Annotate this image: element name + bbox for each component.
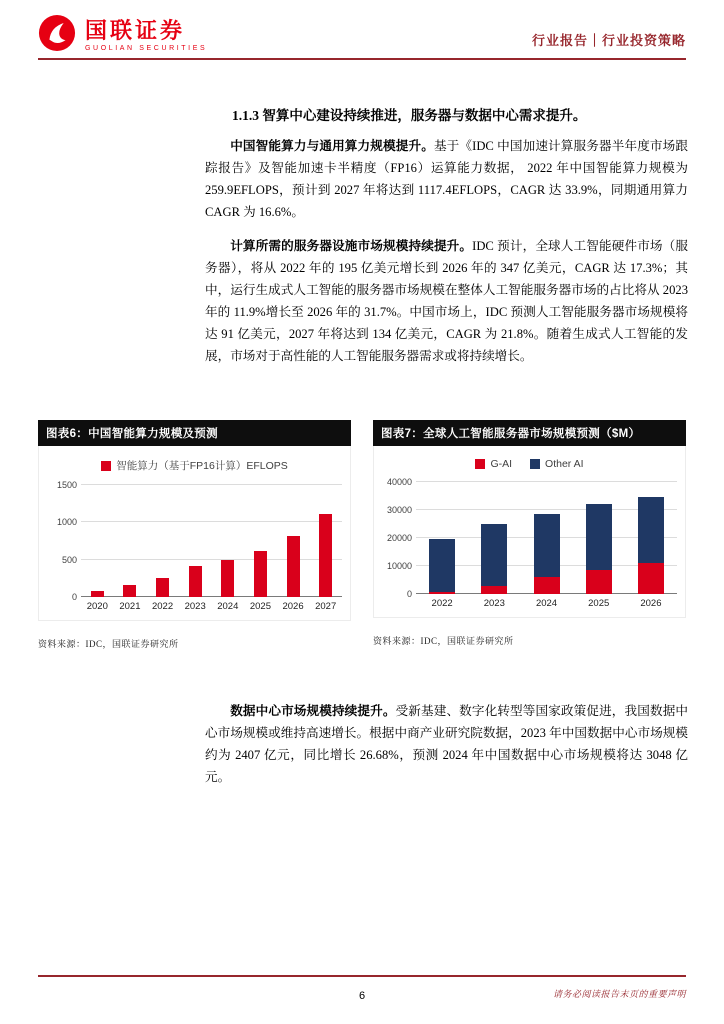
section-body-text <box>205 104 688 379</box>
paragraph-3-lead: 数据中心市场规模持续提升。 <box>230 704 396 718</box>
brand-name-en: GUOLIAN SECURITIES <box>85 45 208 53</box>
section-bottom-text <box>205 700 688 800</box>
page-header <box>38 14 686 58</box>
figure-6 <box>38 420 351 650</box>
paragraph-2-body: IDC 预计，全球人工智能硬件市场（服务器），将从 2022 年的 195 亿美元增长到 2026 年的 347 亿美元，CAGR 达 17.3%；其中，运行生成式人工智能的服务器市场规模在整体人工智能服务器市场的占比将从 2023 年的 11.9%增长至 2026 年的 31.7%。中国市场上，IDC 预测人工智能服务器市场规模将达 91 亿美元，2027 年将达到 134 亿美元，CAGR 为 21.8%。随着生成式人工智能的发展，市场对于高性能的人工智能服务器需求或将持续增长。 <box>205 238 688 364</box>
figure-6-bars <box>81 485 342 597</box>
bar-segment <box>481 586 507 594</box>
report-type-label: 行业报告｜行业投资策略 <box>531 33 686 48</box>
paragraph-2-lead: 计算所需的服务器设施市场规模持续提升。 <box>230 238 473 253</box>
bar-segment <box>638 563 664 594</box>
figure-7-plot <box>416 482 677 594</box>
bar-segment <box>429 539 455 592</box>
legend-swatch-icon <box>101 461 111 471</box>
paragraph-2 <box>205 235 688 368</box>
bar-segment <box>638 497 664 563</box>
y-axis-tick-label: 30000 <box>386 505 412 515</box>
figure-7-plot-row <box>382 477 677 599</box>
bar-segment <box>429 592 455 594</box>
bar-2025 <box>244 485 277 597</box>
bar-2026 <box>625 482 677 594</box>
figure-7-source: 资料来源：IDC，国联证券研究所 <box>373 636 514 646</box>
bar-segment <box>586 570 612 594</box>
figure-7-y-axis <box>382 477 416 599</box>
figure-7-x-axis <box>416 598 677 609</box>
paragraph-1-body: 基于《IDC 中国加速计算服务器半年度市场跟踪报告》及智能加速卡半精度（FP16）运算能力数据， 2022 年中国智能算力规模为 259.9EFLOPS，预计到 2027 年将达到 1117.4EFLOPS，CAGR 达 33.9%，同期通用算力 CAGR 为 16.6%。 <box>205 139 688 220</box>
bar-2027 <box>309 485 342 597</box>
bar-segment <box>287 536 300 597</box>
legend-item <box>101 458 288 473</box>
bar-segment <box>534 577 560 594</box>
x-axis-tick-label: 2026 <box>640 598 662 609</box>
y-axis-tick-label: 10000 <box>386 561 412 571</box>
figure-6-y-axis <box>47 480 81 602</box>
figure-6-plot-row <box>47 480 342 602</box>
x-axis-tick-label: 2025 <box>588 598 610 609</box>
figures-row <box>38 420 686 650</box>
bar-2026 <box>277 485 310 597</box>
page-number: 6 <box>358 990 366 1002</box>
x-axis-tick-label: 2023 <box>483 598 505 609</box>
bar-segment <box>123 585 136 597</box>
legend-item <box>530 458 584 470</box>
legend-swatch-icon <box>530 459 540 469</box>
x-axis-tick-label: 2020 <box>86 601 108 612</box>
bar-2023 <box>468 482 520 594</box>
figure-6-source: 资料来源：IDC，国联证券研究所 <box>38 639 179 649</box>
figure-6-legend <box>47 458 342 473</box>
paragraph-3 <box>205 700 688 789</box>
bar-segment <box>254 551 267 597</box>
figure-7-chart <box>373 446 686 618</box>
figure-6-title: 图表6：中国智能算力规模及预测 <box>38 420 351 446</box>
legend-label: G-AI <box>490 458 513 470</box>
x-axis-tick-label: 2024 <box>535 598 558 609</box>
figure-7-legend <box>382 458 677 470</box>
bar-2025 <box>573 482 625 594</box>
y-axis-tick-label: 1500 <box>56 480 77 490</box>
bar-segment <box>221 560 234 597</box>
x-axis-tick-label: 2025 <box>249 601 271 612</box>
x-axis-tick-label: 2027 <box>315 601 337 612</box>
bar-2021 <box>114 485 147 597</box>
brand-logo-icon <box>38 14 76 57</box>
bar-segment <box>586 504 612 571</box>
brand-name-cn: 国联证券 <box>85 17 186 43</box>
legend-label: 智能算力（基于FP16计算）EFLOPS <box>116 460 288 472</box>
bar-2022 <box>146 485 179 597</box>
figure-6-chart <box>38 446 351 621</box>
y-axis-tick-label: 20000 <box>386 533 412 543</box>
paragraph-1 <box>205 135 688 224</box>
figure-7-title: 图表7：全球人工智能服务器市场规模预测（$M） <box>373 420 686 446</box>
x-axis-tick-label: 2023 <box>184 601 206 612</box>
legend-label: Other AI <box>545 458 584 470</box>
bar-2023 <box>179 485 212 597</box>
x-axis-tick-label: 2022 <box>151 601 174 612</box>
bar-segment <box>319 514 332 597</box>
bar-2020 <box>81 485 114 597</box>
bar-segment <box>481 524 507 586</box>
figure-6-plot <box>81 485 342 597</box>
bar-segment <box>156 578 169 597</box>
y-axis-tick-label: 0 <box>406 589 412 599</box>
x-axis-tick-label: 2021 <box>119 601 141 612</box>
bar-segment <box>534 514 560 578</box>
bar-2022 <box>416 482 468 594</box>
legend-item <box>475 458 512 470</box>
y-axis-tick-label: 500 <box>61 554 77 565</box>
figure-7-bars <box>416 482 677 594</box>
paragraph-3-body: 受新基建、数字化转型等国家政策促进，我国数据中心市场规模或维持高速增长。根据中商产业研究院数据，2023 年中国数据中心市场规模约为 2407 亿元，同比增长 26.68%，预测 2024 年中国数据中心市场规模将达 3048 亿元。 <box>205 704 689 785</box>
y-axis-tick-label: 40000 <box>386 477 412 487</box>
footer-divider <box>38 975 686 977</box>
x-axis-tick-label: 2022 <box>431 598 453 609</box>
header-divider <box>38 58 686 60</box>
x-axis-tick-label: 2026 <box>282 601 304 612</box>
paragraph-1-lead: 中国智能算力与通用算力规模提升。 <box>230 139 434 153</box>
footer-disclaimer: 请务必阅读报告末页的重要声明 <box>552 989 686 999</box>
bar-segment <box>91 591 104 597</box>
bar-2024 <box>212 485 245 597</box>
figure-6-x-axis <box>81 601 342 612</box>
section-heading: 1.1.3 智算中心建设持续推进，服务器与数据中心需求提升。 <box>232 108 587 123</box>
x-axis-tick-label: 2024 <box>217 601 239 612</box>
y-axis-tick-label: 1000 <box>56 517 77 528</box>
brand-text <box>85 19 207 52</box>
figure-7 <box>373 420 686 650</box>
y-axis-tick-label: 0 <box>71 592 77 602</box>
bar-segment <box>189 566 202 597</box>
bar-2024 <box>520 482 572 594</box>
legend-swatch-icon <box>475 459 485 469</box>
